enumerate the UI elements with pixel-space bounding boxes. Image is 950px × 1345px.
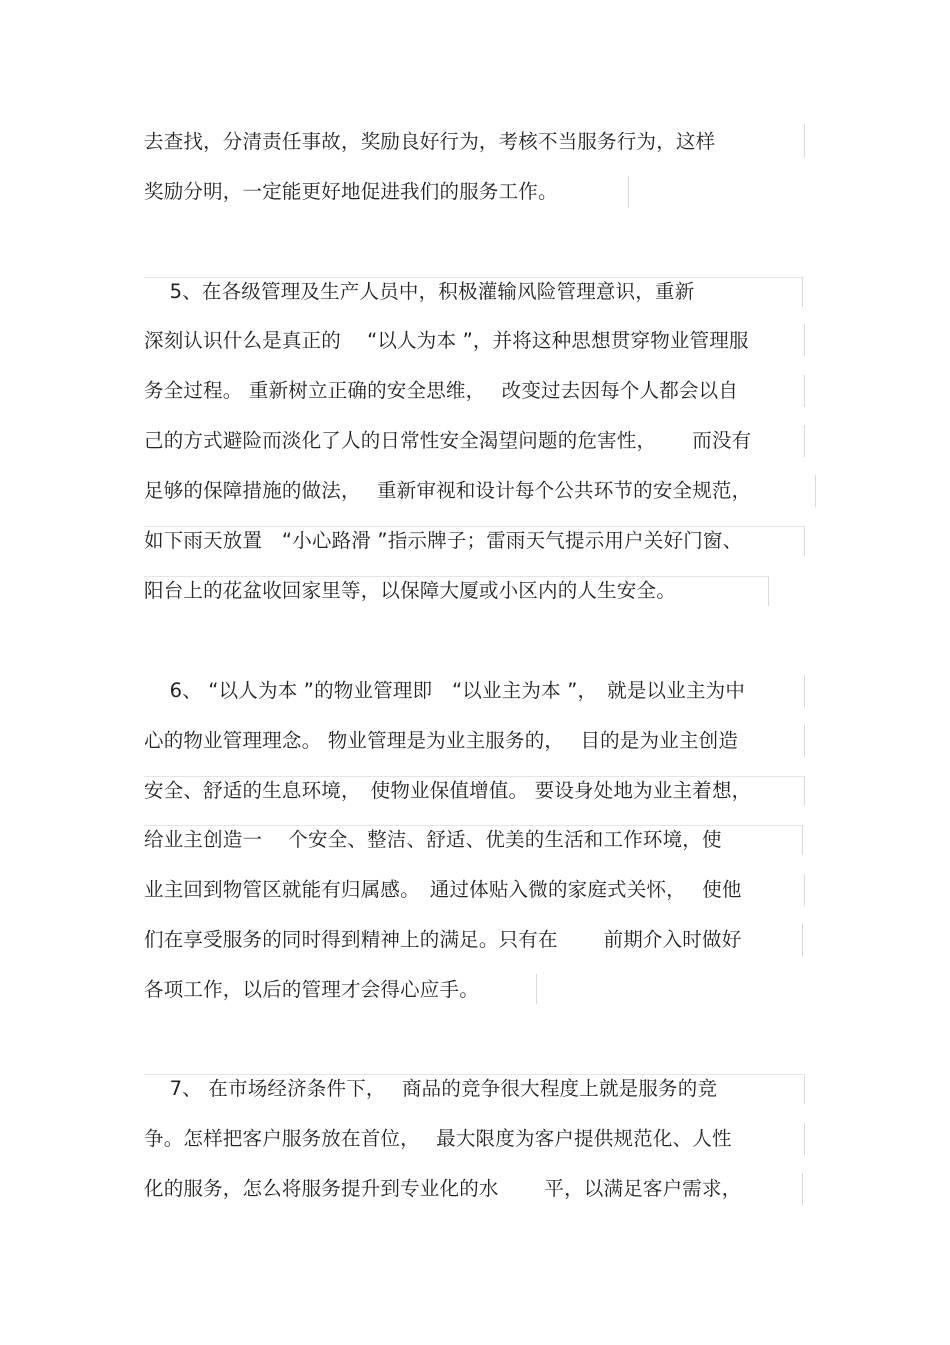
text-line: 7、 在市场经济条件下， 商品的竞争很大程度上就是服务的竞 <box>144 1077 718 1100</box>
column-edge <box>804 725 805 757</box>
column-edge <box>804 1074 805 1104</box>
column-edge <box>804 675 805 707</box>
column-edge <box>815 475 816 507</box>
column-edge <box>628 176 629 208</box>
text-line: 深刻认识什么是真正的 “以人为本 ”，并将这种思想贯穿物业管理服 <box>144 329 749 352</box>
text-line: 务全过程。 重新树立正确的安全思维， 改变过去因每个人都会以自 <box>144 379 739 402</box>
text-line: 们在享受服务的同时得到精神上的满足。只有在 前期介入时做好 <box>144 928 742 951</box>
column-edge <box>804 526 805 556</box>
column-edge <box>804 425 805 457</box>
text-line: 争。怎样把客户服务放在首位， 最大限度为客户提供规范化、人性 <box>144 1127 732 1150</box>
column-edge <box>802 277 803 307</box>
column-edge <box>802 924 803 956</box>
text-line: 给业主创造一 个安全、整洁、舒适、优美的生活和工作环境，使 <box>144 828 722 851</box>
column-edge <box>804 1123 805 1155</box>
text-line: 安全、舒适的生息环境， 使物业保值增值。 要设身处地为业主着想， <box>144 779 752 802</box>
column-edge <box>804 375 805 407</box>
column-edge <box>536 974 537 1004</box>
text-line: 5、在各级管理及生产人员中，积极灌输风险管理意识，重新 <box>144 280 695 303</box>
text-line: 6、 “以人为本 ”的物业管理即 “以业主为本 ”， 就是以业主为中 <box>144 679 746 702</box>
column-edge <box>804 124 805 158</box>
text-line: 奖励分明，一定能更好地促进我们的服务工作。 <box>144 180 558 203</box>
text-line: 足够的保障措施的做法， 重新审视和设计每个公共环节的安全规范， <box>144 479 752 502</box>
text-line: 业主回到物管区就能有归属感。 通过体贴入微的家庭式关怀， 使他 <box>144 878 742 901</box>
column-edge <box>804 874 805 906</box>
text-line: 心的物业管理理念。 物业管理是为业主服务的， 目的是为业主创造 <box>144 729 739 752</box>
text-line: 己的方式避险而淡化了人的日常性安全渴望问题的危害性， 而没有 <box>144 429 752 452</box>
text-line: 化的服务，怎么将服务提升到专业化的水 平，以满足客户需求， <box>144 1177 742 1200</box>
text-line: 如下雨天放置 “小心路滑 ”指示牌子；雷雨天气提示用户关好门窗、 <box>144 529 743 552</box>
column-edge <box>802 825 803 855</box>
text-line: 各项工作，以后的管理才会得心应手。 <box>144 978 479 1001</box>
text-line: 去查找，分清责任事故，奖励良好行为，考核不当服务行为，这样 <box>144 130 716 153</box>
text-line: 阳台上的花盆收回家里等，以保障大厦或小区内的人生安全。 <box>144 579 676 602</box>
column-edge <box>804 776 805 806</box>
column-edge <box>804 324 805 356</box>
column-edge <box>802 1173 803 1205</box>
column-edge <box>768 576 769 606</box>
